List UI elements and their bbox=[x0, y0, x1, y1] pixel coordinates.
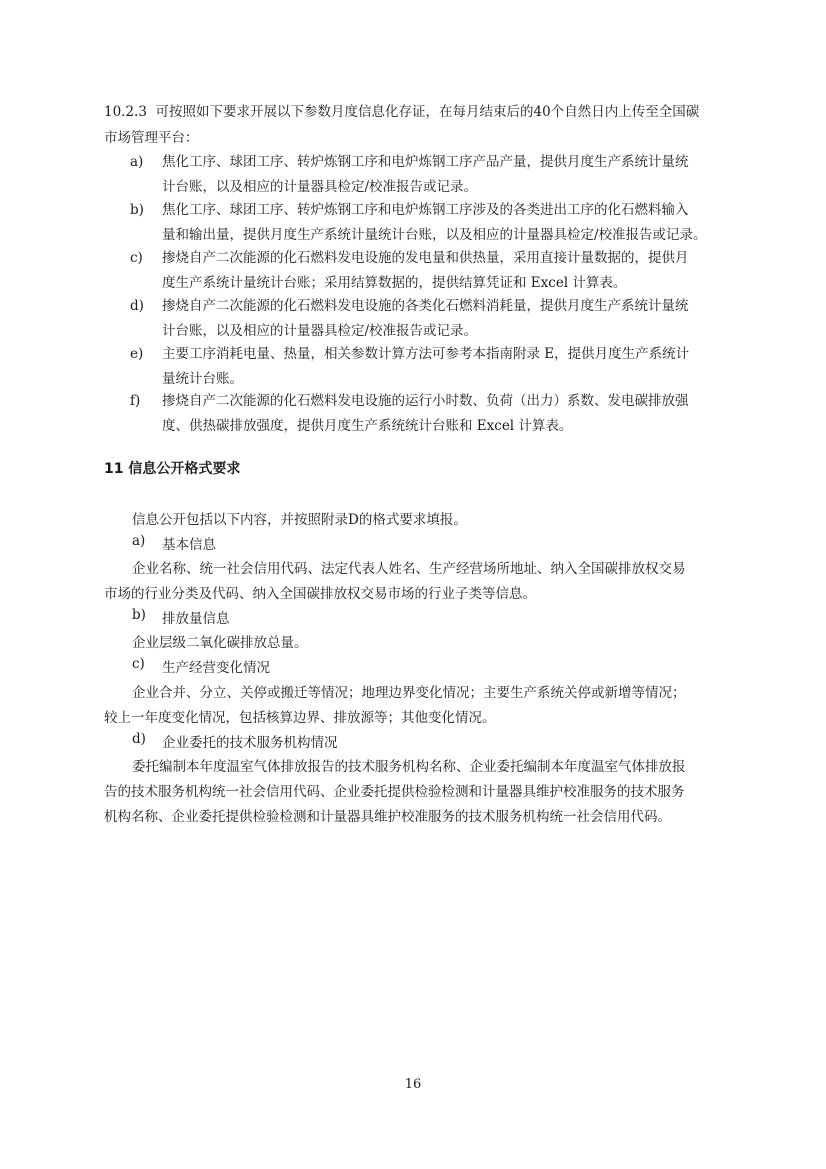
list-marker: c) bbox=[130, 250, 143, 266]
list-text-line1: 焦化工序、球团工序、转炉炼钢工序和电炉炼钢工序涉及的各类进出工序的化石燃料输入 bbox=[162, 202, 689, 218]
subsection-marker: b) bbox=[132, 607, 146, 623]
subsection-d-body-line3: 机构名称、企业委托提供检验检测和计量器具维护校准服务的技术服务机构统一社会信用代码。 bbox=[104, 809, 671, 825]
subsection-title: 排放量信息 bbox=[162, 611, 230, 627]
list-item-d bbox=[108, 294, 748, 344]
list-text-line2: 量统计台账。 bbox=[162, 371, 243, 387]
subsection-a-body-line1: 企业名称、统一社会信用代码、法定代表人姓名、生产经营场所地址、纳入全国碳排放权交易 bbox=[132, 561, 686, 577]
subsection-d-body-line1: 委托编制本年度温室气体排放报告的技术服务机构名称、企业委托编制本年度温室气体排放报 bbox=[132, 759, 686, 775]
list-text bbox=[162, 294, 746, 344]
list-text bbox=[162, 246, 746, 296]
subsection-title: 企业委托的技术服务机构情况 bbox=[162, 735, 338, 751]
subsection-c-body-line2: 较上一年度变化情况，包括核算边界、排放源等；其他变化情况。 bbox=[104, 710, 496, 726]
section-10-2-3-intro-line2: 市场管理平台： bbox=[104, 130, 199, 146]
section-11-heading: 11 信息公开格式要求 bbox=[104, 461, 241, 477]
list-item-e bbox=[108, 342, 748, 392]
list-text-line2: 度、供热碳排放强度，提供月度生产系统统计台账和 Excel 计算表。 bbox=[162, 418, 573, 434]
subsection-c-title bbox=[132, 656, 270, 676]
section-10-2-3-intro-line1 bbox=[104, 100, 699, 120]
list-text-line2: 计台账，以及相应的计量器具检定/校准报告或记录。 bbox=[162, 179, 478, 195]
section-number: 10.2.3 bbox=[104, 104, 147, 120]
list-text bbox=[162, 342, 746, 392]
subsection-marker: a) bbox=[132, 533, 146, 549]
page-number: 16 bbox=[404, 1077, 422, 1092]
list-text bbox=[162, 198, 746, 248]
subsection-d-title bbox=[132, 731, 338, 751]
list-text-line2: 度生产系统计量统计台账；采用结算数据的，提供结算凭证和 Excel 计算表。 bbox=[162, 275, 627, 291]
subsection-marker: d) bbox=[132, 731, 146, 747]
list-marker: d) bbox=[130, 298, 144, 314]
list-text bbox=[162, 150, 746, 200]
subsection-b-body-line1: 企业层级二氧化碳排放总量。 bbox=[132, 635, 308, 651]
list-item-b bbox=[108, 198, 748, 248]
intro-text: 可按照如下要求开展以下参数月度信息化存证，在每月结束后的40个自然日内上传至全国碳 bbox=[155, 104, 700, 120]
list-text-line1: 掺烧自产二次能源的化石燃料发电设施的各类化石燃料消耗量，提供月度生产系统计量统 bbox=[162, 298, 689, 314]
list-text-line1: 焦化工序、球团工序、转炉炼钢工序和电炉炼钢工序产品产量，提供月度生产系统计量统 bbox=[162, 154, 689, 170]
list-marker: f) bbox=[130, 393, 141, 409]
list-item-a bbox=[108, 150, 748, 200]
subsection-c-body-line1: 企业合并、分立、关停或搬迁等情况；地理边界变化情况；主要生产系统关停或新增等情况； bbox=[132, 685, 686, 701]
list-text-line1: 主要工序消耗电量、热量，相关参数计算方法可参考本指南附录 E，提供月度生产系统计 bbox=[162, 346, 690, 362]
section-11-intro: 信息公开包括以下内容，并按照附录D的格式要求填报。 bbox=[132, 512, 467, 528]
subsection-title: 基本信息 bbox=[162, 537, 216, 553]
list-text-line1: 掺烧自产二次能源的化石燃料发电设施的发电量和供热量，采用直接计量数据的，提供月 bbox=[162, 250, 689, 266]
subsection-d-body-line2: 告的技术服务机构统一社会信用代码、企业委托提供检验检测和计量器具维护校准服务的技术服务 bbox=[104, 784, 685, 800]
list-text-line2: 量和输出量，提供月度生产系统计量统计台账，以及相应的计量器具检定/校准报告或记录。 bbox=[162, 227, 707, 243]
subsection-b-title bbox=[132, 607, 230, 627]
list-text-line1: 掺烧自产二次能源的化石燃料发电设施的运行小时数、负荷（出力）系数、发电碳排放强 bbox=[162, 393, 689, 409]
list-marker: b) bbox=[130, 202, 144, 218]
subsection-marker: c) bbox=[132, 656, 145, 672]
list-item-f bbox=[108, 389, 748, 439]
subsection-a-body-line2: 市场的行业分类及代码、纳入全国碳排放权交易市场的行业子类等信息。 bbox=[104, 586, 536, 602]
list-item-c bbox=[108, 246, 748, 296]
list-text bbox=[162, 389, 746, 439]
list-marker: a) bbox=[130, 154, 144, 170]
subsection-title: 生产经营变化情况 bbox=[162, 660, 270, 676]
list-marker: e) bbox=[130, 346, 144, 362]
subsection-a-title bbox=[132, 533, 216, 553]
list-text-line2: 计台账，以及相应的计量器具检定/校准报告或记录。 bbox=[162, 323, 478, 339]
